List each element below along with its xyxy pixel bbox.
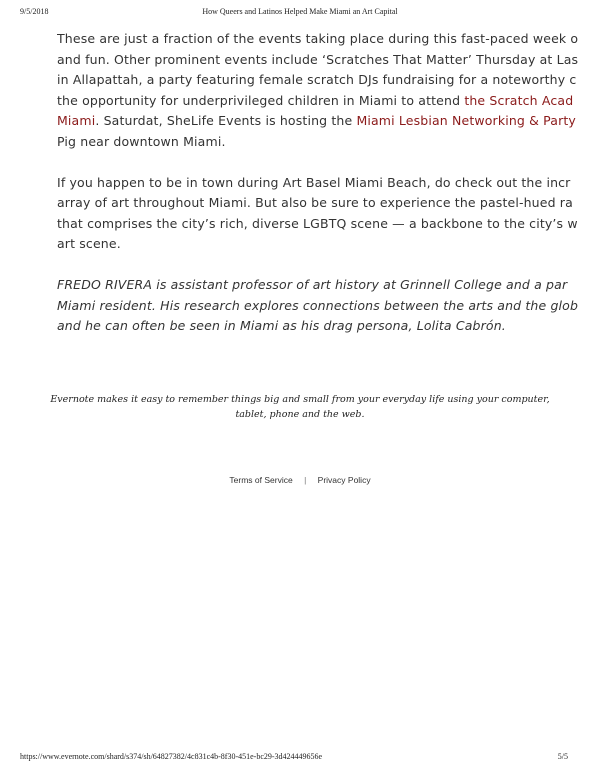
paragraph-line [57,111,600,132]
page-number: 5/5 [557,752,568,761]
paragraph-gap [57,152,600,173]
tagline-line: Evernote makes it easy to remember things big and small from your everyday life using your computer, [50,394,550,405]
paragraph-line: that comprises the city’s rich, diverse LGBTQ scene — a backbone to the city’s w [57,215,578,231]
line-text: . Saturdat, SheLife Events is hosting the [95,113,357,128]
article-body [57,29,600,337]
paragraph-line: Pig near downtown Miami. [57,133,226,149]
tagline-line: tablet, phone and the web. [235,409,365,420]
footer-links [0,475,600,485]
paragraph-line: These are just a fraction of the events taking place during this fast-paced week o [57,31,579,46]
paragraph-line: and fun. Other prominent events include ‘Scratches That Matter’ Thursday at Las [57,51,579,67]
terms-of-service-link[interactable]: Terms of Service [229,475,293,485]
print-url: https://www.evernote.com/shard/s374/sh/64827382/4c831c4b-8f30-451e-bc29-3d424449656e [20,752,323,761]
bio-line: and he can often be seen in Miami as his drag persona, Lolita Cabrón. [57,318,506,333]
paragraph-events [57,29,600,152]
print-date: 9/5/2018 [20,7,49,16]
lesbian-networking-link[interactable]: Miami Lesbian Networking & Party [356,113,576,128]
scratch-academy-link[interactable]: the Scratch Acad [464,92,574,108]
line-text: the opportunity for underprivileged children in Miami to attend [57,92,465,108]
paragraph-art-basel [57,173,600,255]
print-title: How Queers and Latinos Helped Make Miami an Art Capital [202,7,398,16]
scratch-academy-miami-link[interactable]: Miami [57,113,96,128]
bio-line: FREDO RIVERA is assistant professor of art history at Grinnell College and a par [57,277,568,292]
bio-line: Miami resident. His research explores connections between the arts and the glob [57,297,579,313]
footer-separator: | [304,475,307,485]
evernote-tagline [40,392,560,422]
print-header [0,7,600,21]
paragraph-line: art scene. [57,236,121,251]
paragraph-line: in Allapattah, a party featuring female scratch DJs fundraising for a noteworthy c [57,72,577,87]
paragraph-line [57,91,600,112]
paragraph-line: If you happen to be in town during Art Basel Miami Beach, do check out the incr [57,174,571,190]
print-footer [0,752,600,766]
author-bio [57,275,600,337]
paragraph-line: array of art throughout Miami. But also be sure to experience the pastel-hued ra [57,195,573,210]
paragraph-gap [57,255,600,276]
privacy-policy-link[interactable]: Privacy Policy [317,475,371,485]
